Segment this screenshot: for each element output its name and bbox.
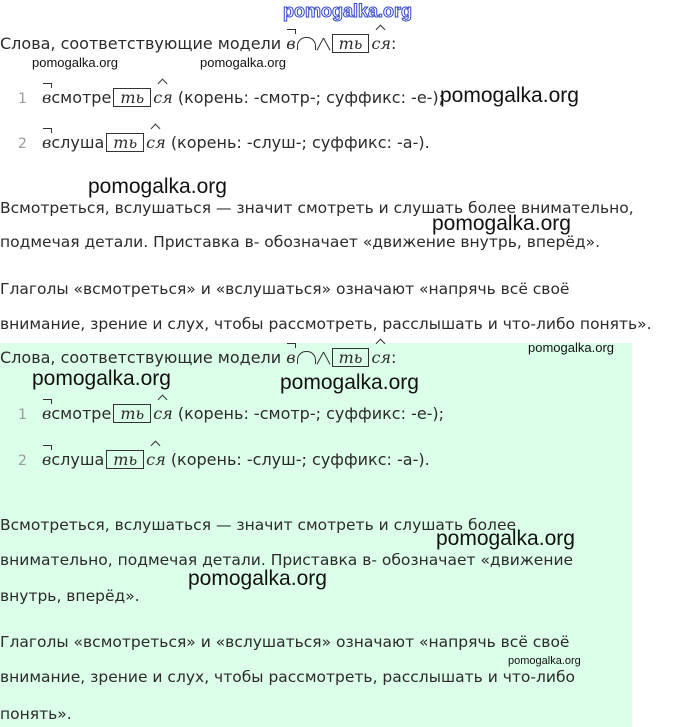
paragraph-2-line-2: внимание, зрение и слух, чтобы рассмотреть, расслышать и что-либо понять». (0, 315, 652, 333)
watermark-large: pomogalka.org (436, 527, 575, 550)
model-line (0, 34, 396, 54)
model-prefix: в (286, 348, 296, 367)
panel-paragraph-1-line-1: Всмотреться, вслушаться — значит смотреть и слушать более (0, 516, 517, 534)
watermark-top: pomogalka.org (283, 1, 413, 21)
example-number: 1 (18, 407, 27, 423)
model-postfix: ся (371, 34, 392, 53)
example-postfix: ся (153, 404, 173, 423)
example-ending-box: ть (106, 450, 144, 469)
example-stem: смотре (51, 404, 112, 423)
example-prefix: в (42, 133, 52, 152)
model-intro: Слова, соответствующие модели (0, 34, 282, 53)
panel-paragraph-2-line-3: понять». (0, 705, 72, 723)
panel-paragraph-2-line-1: Глаголы «всмотреться» и «вслушаться» означают «напрячь всё своё (0, 633, 570, 651)
model-prefix: в (286, 34, 296, 53)
watermark-large: pomogalka.org (188, 567, 327, 590)
suffix-icon (318, 351, 329, 365)
watermark-large: pomogalka.org (440, 84, 579, 107)
model-intro: Слова, соответствующие модели (0, 348, 282, 367)
paragraph-1-line-2: подмечая детали. Приставка в- обозначает «движение внутрь, вперёд». (0, 233, 601, 251)
example-note: (корень: -слуш-; суффикс: -а-). (170, 133, 430, 152)
watermark-large: pomogalka.org (432, 212, 571, 235)
example-ending-box: ть (113, 404, 151, 423)
example-note: (корень: -слуш-; суффикс: -а-). (170, 450, 430, 469)
example-row-1 (18, 88, 444, 109)
root-icon (297, 351, 316, 364)
example-postfix: ся (146, 450, 166, 469)
watermark-small: pomogalka.org (200, 55, 286, 70)
example-row-2 (18, 133, 430, 154)
watermark-small: pomogalka.org (528, 340, 614, 355)
example-note: (корень: -смотр-; суффикс: -е-); (177, 88, 445, 107)
suffix-icon (318, 37, 329, 51)
watermark-large: pomogalka.org (88, 175, 227, 198)
example-stem: слуша (51, 450, 105, 469)
paragraph-2-line-1: Глаголы «всмотреться» и «вслушаться» означают «напрячь всё своё (0, 280, 570, 298)
example-number: 2 (18, 136, 27, 152)
example-note: (корень: -смотр-; суффикс: -е-); (177, 404, 445, 423)
watermark-small: pomogalka.org (508, 655, 581, 667)
model-colon: : (391, 34, 397, 53)
watermark-large: pomogalka.org (32, 367, 171, 390)
example-postfix: ся (146, 133, 166, 152)
panel-example-row-2 (18, 450, 430, 471)
example-postfix: ся (153, 88, 173, 107)
example-ending-box: ть (113, 88, 151, 107)
watermark-large: pomogalka.org (280, 371, 419, 394)
model-colon: : (391, 348, 397, 367)
panel-paragraph-2-line-2: внимание, зрение и слух, чтобы рассмотреть, расслышать и что-либо (0, 668, 576, 686)
example-number: 2 (18, 453, 27, 469)
example-prefix: в (42, 404, 52, 423)
example-prefix: в (42, 88, 52, 107)
model-ending-box: ть (332, 34, 370, 53)
model-ending-box: ть (332, 348, 370, 367)
example-number: 1 (18, 91, 27, 107)
example-ending-box: ть (106, 133, 144, 152)
panel-paragraph-1-line-2: внимательно, подмечая детали. Приставка в- обозначает «движение (0, 551, 574, 569)
watermark-small: pomogalka.org (32, 55, 118, 70)
panel-model-line (0, 348, 396, 368)
example-prefix: в (42, 450, 52, 469)
model-postfix: ся (371, 348, 392, 367)
example-stem: смотре (51, 88, 112, 107)
panel-paragraph-1-line-3: внутрь, вперёд». (0, 587, 140, 605)
panel-example-row-1 (18, 404, 444, 425)
example-stem: слуша (51, 133, 105, 152)
paragraph-1-line-1: Всмотреться, вслушаться — значит смотреть и слушать более внимательно, (0, 199, 634, 217)
root-icon (297, 37, 316, 50)
